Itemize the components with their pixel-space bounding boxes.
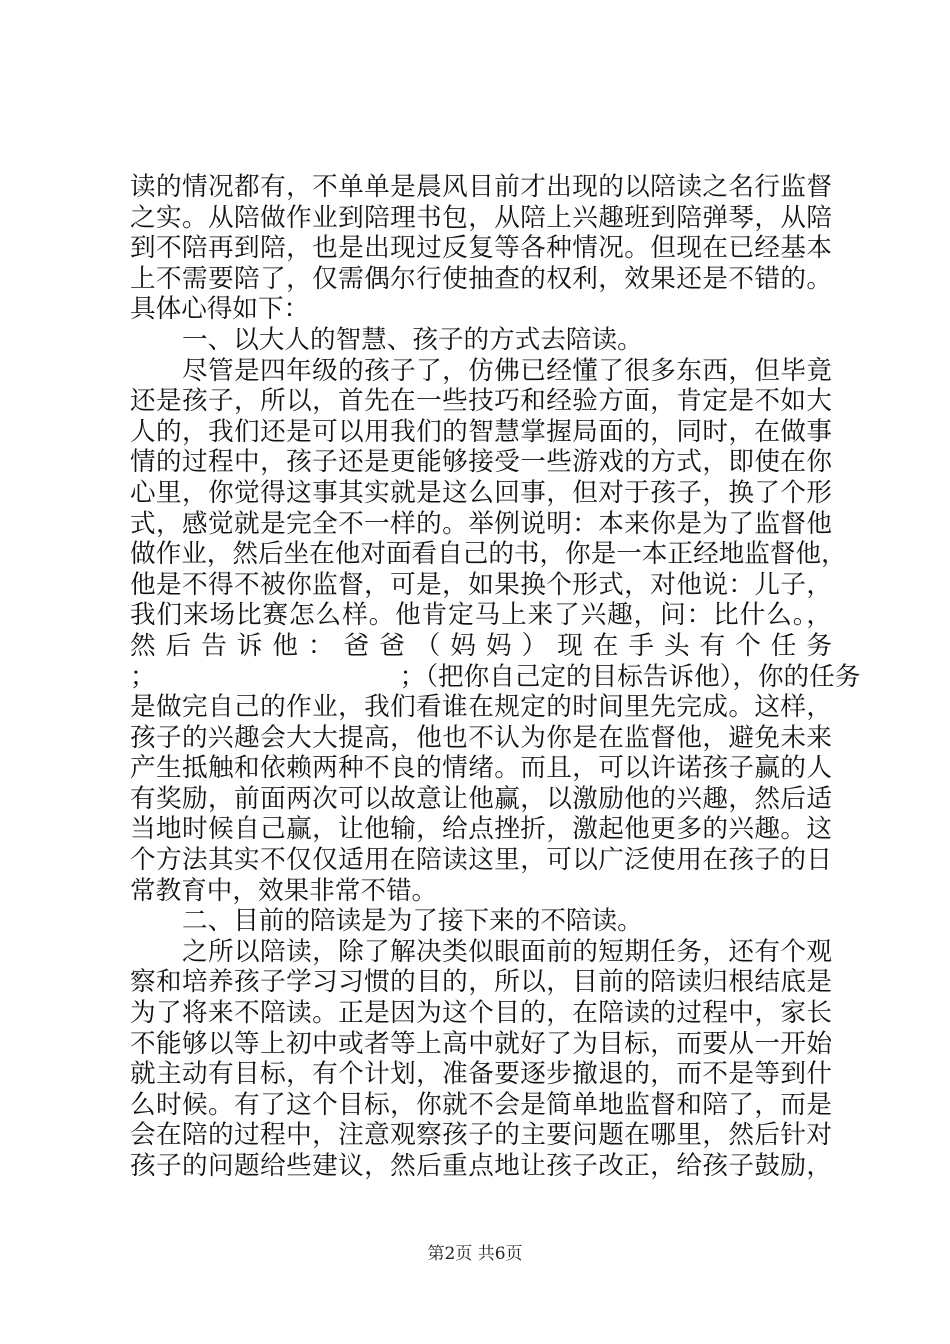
text-line: 情的过程中，孩子还是更能够接受一些游戏的方式，即使在你 (130, 447, 832, 478)
text-line: 当地时候自己赢，让他输，给点挫折，激起他更多的兴趣。这 (130, 814, 832, 845)
section-heading: 一、以大人的智慧、孩子的方式去陪读。 (182, 324, 643, 355)
text-line: 之所以陪读，除了解决类似眼面前的短期任务，还有个观 (182, 936, 832, 967)
text-line: 就主动有目标，有个计划，准备要逐步撤退的，而不是等到什 (130, 1059, 832, 1090)
section-heading: 二、目前的陪读是为了接下来的不陪读。 (182, 906, 643, 937)
text-line: 具体心得如下： (130, 294, 310, 325)
text-line: 尽管是四年级的孩子了，仿佛已经懂了很多东西，但毕竟 (182, 355, 832, 386)
text-line: 心里，你觉得这事其实就是这么回事，但对于孩子，换了个形 (130, 477, 832, 508)
text-line: 式，感觉就是完全不一样的。举例说明：本来你是为了监督他 (130, 508, 832, 539)
text-line: 我们来场比赛怎么样。他肯定马上来了兴趣，问：比什么。， (130, 600, 832, 631)
text-line: 之实。从陪做作业到陪理书包，从陪上兴趣班到陪弹琴，从陪 (130, 202, 832, 233)
text-line: 有奖励，前面两次可以故意让他赢，以激励他的兴趣，然后适 (130, 783, 832, 814)
text-line: 产生抵触和依赖两种不良的情绪。而且，可以许诺孩子赢的人 (130, 753, 832, 784)
text-line: 会在陪的过程中，注意观察孩子的主要问题在哪里，然后针对 (130, 1120, 832, 1151)
document-body (130, 172, 861, 1182)
text-line: 为了将来不陪读。正是因为这个目的，在陪读的过程中，家长 (130, 998, 832, 1029)
text-line: 到不陪再到陪，也是出现过反复等各种情况。但现在已经基本 (130, 233, 832, 264)
text-line: 孩子的兴趣会大大提高，他也不认为你是在监督他，避免未来 (130, 722, 832, 753)
text-line: 孩子的问题给些建议，然后重点地让孩子改正，给孩子鼓励， (130, 1151, 832, 1181)
text-line: 还是孩子，所以，首先在一些技巧和经验方面，肯定是不如大 (130, 386, 832, 417)
text-line: 不能够以等上初中或者等上高中就好了为目标，而要从一开始 (130, 1028, 832, 1059)
text-line: 读的情况都有，不单单是晨风目前才出现的以陪读之名行监督 (130, 172, 832, 202)
text-line: 是做完自己的作业，我们看谁在规定的时间里先完成。这样， (130, 692, 832, 723)
text-line: ； ；（把你自己定的目标告诉他），你的任务 (130, 661, 861, 692)
text-line: 他是不得不被你监督，可是，如果换个形式，对他说：儿子， (130, 569, 832, 600)
text-line: 上不需要陪了，仅需偶尔行使抽查的权利，效果还是不错的。 (130, 263, 832, 294)
page-number-footer: 第2页 共6页 (427, 1244, 523, 1264)
text-line: 个方法其实不仅仅适用在陪读这里，可以广泛使用在孩子的日 (130, 845, 832, 876)
text-line: 做作业，然后坐在他对面看自己的书，你是一本正经地监督他， (130, 539, 847, 570)
text-line: 常教育中，效果非常不错。 (130, 875, 438, 906)
text-line: 么时候。有了这个目标，你就不会是简单地监督和陪了，而是 (130, 1089, 832, 1120)
text-line: 人的，我们还是可以用我们的智慧掌握局面的，同时，在做事 (130, 416, 832, 447)
text-line: 然后告诉他：爸爸（妈妈）现在手头有个任务 (130, 630, 832, 661)
text-line: 察和培养孩子学习习惯的目的，所以，目前的陪读归根结底是 (130, 967, 832, 998)
